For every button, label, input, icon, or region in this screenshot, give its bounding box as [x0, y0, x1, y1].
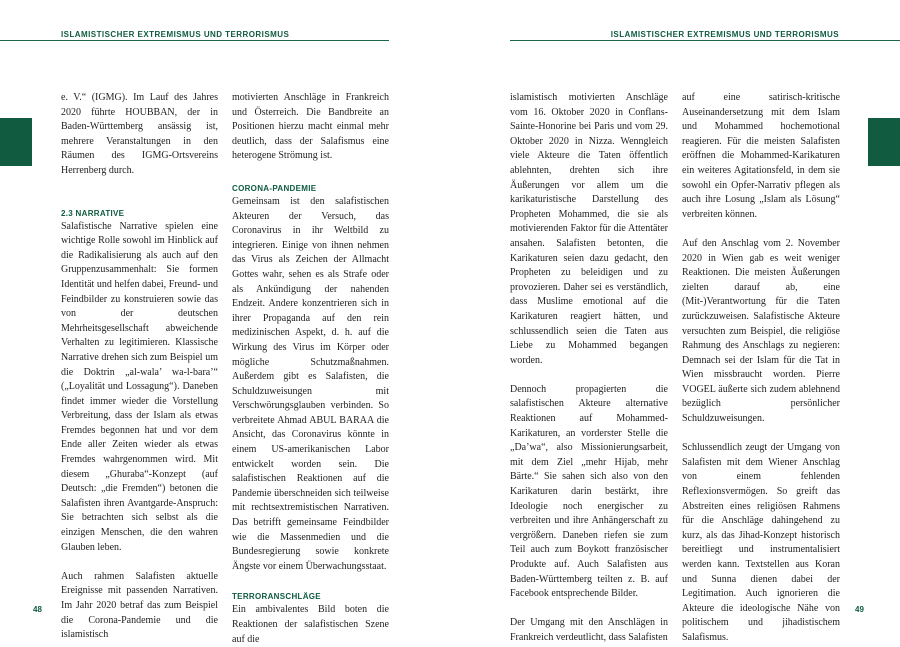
page-number-right: 49 [855, 605, 864, 614]
paragraph: Dennoch propagierten die salafistischen Akteure alternative Reaktionen auf Mohammed-Karikaturen, an vorderster Stelle die „Da’wa“, also Missionierungsarbeit, mit dem Ziel „mehr Hijab, mehr Bärte.“ Sie sahen sich also von den Karikaturen darin bestärkt, ihre Ideologie noch energischer zu verbreiten und ihre Anhängerschaft zu vergrößern. Daneben riefen sie zum Teil auch zum Boykott französischer Produkte auf. Auch Salafisten aus Baden-Württemberg teilten z. B. auf Facebook entsprechende Bilder. [510, 383, 668, 600]
chapter-tab-left [0, 118, 32, 166]
header-rule-right [510, 40, 900, 41]
section-heading-narrative: 2.3 NARRATIVE [61, 208, 125, 218]
chapter-tab-right [868, 118, 900, 166]
column-4 [682, 91, 840, 646]
paragraph: auf eine satirisch-kritische Auseinandersetzung mit dem Islam und Mohammed hochemotional reagieren. Für die meisten Salafisten eröffnen die Mohammed-Karikaturen ein weiteres Agitationsfeld, in dem sie sowohl ein Opfer-Narrativ pflegen als auch ihre Losung „Islam als Lösung“ verbreiten können. [682, 92, 840, 220]
page-number-left: 48 [33, 605, 42, 614]
paragraph: Salafistische Narrative spielen eine wichtige Rolle sowohl im Hinblick auf die Radikalisierung als auch auf den Gruppenzusammenhalt: Sie formen Identität und helfen dabei, Freund- und Feindbilder zu konstruieren sowie das von der deutschen Mehrheitsgesellschaft abweichende Verhalten zu legitimieren. Klassische Narrative drehen sich zum Beispiel um die Doktrin „al-wala’ wa-l-bara’“ („Loyalität und Lossagung“). Daneben findet immer wieder die Vorstellung Verbreitung, dass der Islam als etwas Fremdes begonnen hat und vor dem Ende aller Zeiten wieder als etwas Fremdes wahrgenommen wird. Mit diesem „Ghuraba“-Konzept (auf Deutsch: „die Fremden“) betonen die Salafisten ihren Avantgarde-Anspruch: Sie betrachten sich selbst als die einzigen Menschen, die den wahren Glauben leben. [61, 220, 218, 553]
paragraph: Auf den Anschlag vom 2. November 2020 in Wien gab es weit weniger Reaktionen. Die meisten Äußerungen zielten darauf ab, eine (Mit-)Verantwortung für die Taten zurückzuweisen. Salafistische Akteure versuchten zum Beispiel, die religiöse Rahmung des Anschlags zu negieren: Demnach sei der Islam für die Tat in Wien missbraucht worden. Pierre VOGEL äußerte sich zudem ablehnend bezüglich persönlicher Schuldzuweisungen. [682, 237, 840, 425]
paragraph: Ein ambivalentes Bild boten die Reaktionen der salafistischen Szene auf die [232, 604, 389, 645]
subheading-corona-pandemie: CORONA-PANDEMIE [232, 183, 317, 193]
header-rule-left [0, 40, 389, 41]
paragraph: e. V.“ (IGMG). Im Lauf des Jahres 2020 führte HOUBBAN, der in Baden-Württemberg ansässig ist, mehrere Veranstaltungen in den Räumen des IGMG-Ortsvereins Herrenberg durch. [61, 92, 218, 176]
column-3 [510, 91, 668, 646]
paragraph: motivierten Anschläge in Frankreich und Österreich. Die Bandbreite an Positionen hierzu macht einmal mehr deutlich, dass der Salafismus eine heterogene Strömung ist. [232, 92, 389, 162]
paragraph: Der Umgang mit den Anschlägen in Frankreich verdeutlicht, dass Salafisten [510, 617, 668, 643]
running-header-left: ISLAMISTISCHER EXTREMISMUS UND TERRORISMUS [61, 30, 290, 39]
column-2 [232, 91, 389, 647]
paragraph: Schlussendlich zeugt der Umgang von Salafisten mit dem Wiener Anschlag von einem fehlenden Reflexionsvermögen. So greift das Abstreiten eines religiösen Rahmens für die Anschläge dahingehend zu kurz, als das Jihad-Konzept historisch bereitliegt und instrumentalisiert werden kann. Textstellen aus Koran und Sunna dienen dabei der Legitimation. Auch ignorieren die Akteure die ideologische Nähe von politischem und jihadistischem Salafismus. [682, 442, 840, 643]
paragraph: Auch rahmen Salafisten aktuelle Ereignisse mit passenden Narrativen. Im Jahr 2020 betraf das zum Beispiel die Corona-Pandemie und die islamistisch [61, 570, 218, 641]
column-1 [61, 91, 218, 643]
running-header-right: ISLAMISTISCHER EXTREMISMUS UND TERRORISMUS [610, 30, 839, 39]
subheading-terroranschlaege: TERRORANSCHLÄGE [232, 592, 321, 602]
paragraph: islamistisch motivierten Anschläge vom 16. Oktober 2020 in Conflans-Sainte-Honorine bei Paris und vom 29. Oktober 2020 in Nizza. Wenngleich viele Akteure die Taten öffentlich ablehnten, drehten sich ihre Äußerungen vor allem um die karikaturistische Darstellung des Propheten Mohammed, die sie als motivierenden Faktor für die Attentäter ansahen. Salafisten betonten, die Karikaturen seien dazu gedacht, den Propheten zu beleidigen und zu provozieren. Daher sei es verständlich, dass Muslime emotional auf die Karikaturen reagiert hätten, und schlussendlich seien die Taten aus Liebe zu Mohammed begangen worden. [510, 92, 668, 366]
paragraph: Gemeinsam ist den salafistischen Akteuren der Versuch, das Coronavirus in ihr Weltbild zu integrieren. Einige von ihnen nehmen das Virus als Zeichen der Allmacht Gottes wahr, sehen es als Strafe oder als Ankündigung der nahenden Endzeit. Andere konzentrieren sich in ihrer Propaganda auf den rein medizinischen Aspekt, d. h. auf die Wirkung des Virus im Körper oder mögliche Schutzmaßnahmen. Außerdem gibt es Salafisten, die Schuldzuweisungen mit Verschwörungsglauben verbinden. So verbreitete Ahmad ABUL BARAA die Ansicht, das Coronavirus könnte in einem US-amerikanischen Labor entwickelt worden sein. Die salafistischen Reaktionen auf die Pandemie überschneiden sich teilweise mit rechtsextremistischen Narrativen. Das betrifft gemeinsame Feindbilder wie die Massenmedien und die Bundesregierung sowie konkrete Ängste vor einem Überwachungsstaat. [232, 195, 389, 572]
